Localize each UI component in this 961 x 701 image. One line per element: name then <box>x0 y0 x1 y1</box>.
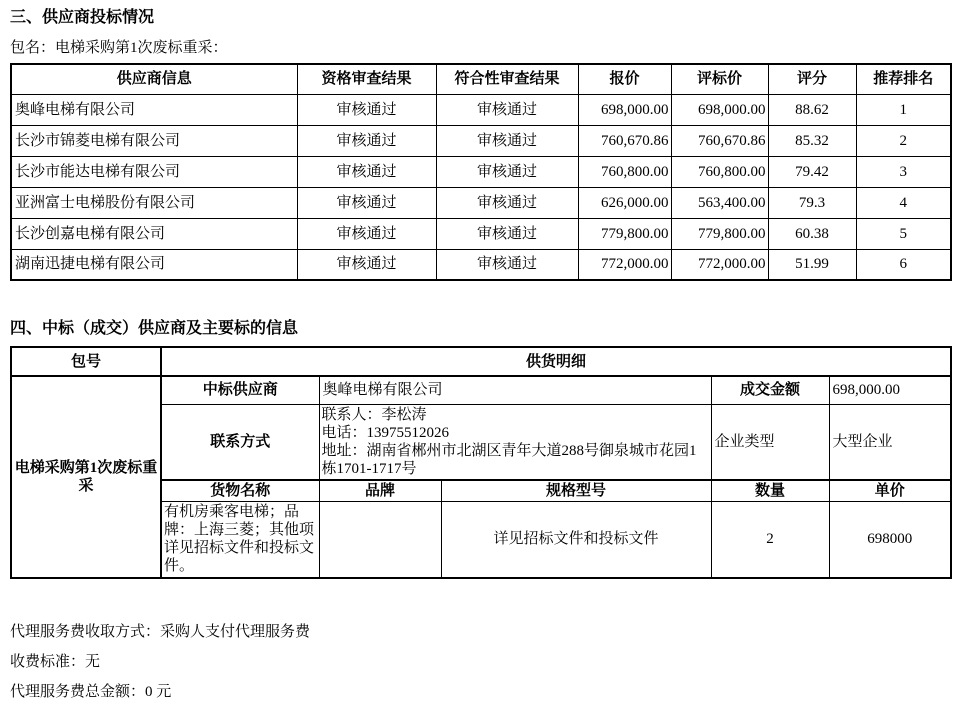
conformity-result-cell: 审核通过 <box>436 187 578 218</box>
qualification-result-cell: 审核通过 <box>297 249 436 280</box>
agency-fee-method-line: 代理服务费收取方式：采购人支付代理服务费 <box>10 624 311 640</box>
eval-price-cell: 563,400.00 <box>671 187 768 218</box>
score-cell: 51.99 <box>768 249 856 280</box>
column-header-conformity: 符合性审查结果 <box>436 64 578 94</box>
score-cell: 88.62 <box>768 94 856 125</box>
column-header-rank: 推荐排名 <box>856 64 951 94</box>
table-row <box>11 156 951 187</box>
section4-title: 四、中标（成交）供应商及主要标的信息 <box>10 320 299 337</box>
bid-results-table <box>10 63 952 281</box>
column-header-price: 报价 <box>578 64 671 94</box>
eval-price-cell: 772,000.00 <box>671 249 768 280</box>
price-cell: 779,800.00 <box>578 218 671 249</box>
fee-standard-line: 收费标准：无 <box>10 654 101 670</box>
price-cell: 772,000.00 <box>578 249 671 280</box>
amount-value-cell: 698,000.00 <box>829 376 951 404</box>
quantity-cell: 2 <box>711 501 829 578</box>
brand-cell <box>319 501 441 578</box>
score-cell: 60.38 <box>768 218 856 249</box>
conformity-result-cell: 审核通过 <box>436 156 578 187</box>
conformity-result-cell: 审核通过 <box>436 94 578 125</box>
brand-header: 品牌 <box>319 480 441 501</box>
qualification-result-cell: 审核通过 <box>297 218 436 249</box>
price-cell: 760,800.00 <box>578 156 671 187</box>
table-row <box>11 94 951 125</box>
quantity-header: 数量 <box>711 480 829 501</box>
package-no-header: 包号 <box>11 347 161 376</box>
supplier-name-cell: 奥峰电梯有限公司 <box>11 94 297 125</box>
goods-name-header: 货物名称 <box>161 480 319 501</box>
supply-detail-header: 供货明细 <box>161 347 951 376</box>
price-cell: 626,000.00 <box>578 187 671 218</box>
qualification-result-cell: 审核通过 <box>297 94 436 125</box>
contact-label-cell: 联系方式 <box>161 404 319 480</box>
footer-notes <box>10 623 951 701</box>
rank-cell: 3 <box>856 156 951 187</box>
contact-info-cell <box>319 404 711 480</box>
enterprise-type-label-cell: 企业类型 <box>711 404 829 480</box>
conformity-result-cell: 审核通过 <box>436 249 578 280</box>
rank-cell: 4 <box>856 187 951 218</box>
section3-title: 三、供应商投标情况 <box>10 9 155 26</box>
eval-price-cell: 760,800.00 <box>671 156 768 187</box>
score-cell: 79.3 <box>768 187 856 218</box>
rank-cell: 2 <box>856 125 951 156</box>
supplier-name-cell: 亚洲富士电梯股份有限公司 <box>11 187 297 218</box>
winner-label-cell: 中标供应商 <box>161 376 319 404</box>
supplier-name-cell: 长沙创嘉电梯有限公司 <box>11 218 297 249</box>
table-row <box>11 218 951 249</box>
qualification-result-cell: 审核通过 <box>297 125 436 156</box>
rank-cell: 5 <box>856 218 951 249</box>
package-name-line: 包名：电梯采购第1次废标重采： <box>10 40 228 56</box>
column-header-qualification: 资格审查结果 <box>297 64 436 94</box>
agency-fee-total-line: 代理服务费总金额：0 元 <box>10 684 172 700</box>
eval-price-cell: 779,800.00 <box>671 218 768 249</box>
package-name-cell: 电梯采购第1次废标重采 <box>11 376 161 578</box>
unit-price-header: 单价 <box>829 480 951 501</box>
spec-header: 规格型号 <box>441 480 711 501</box>
unit-price-cell: 698000 <box>829 501 951 578</box>
score-cell: 79.42 <box>768 156 856 187</box>
award-header-row <box>11 347 951 376</box>
eval-price-cell: 760,670.86 <box>671 125 768 156</box>
contact-person-line: 联系人：李松涛 <box>321 406 427 423</box>
supplier-name-cell: 湖南迅捷电梯有限公司 <box>11 249 297 280</box>
contact-address-line: 地址：湖南省郴州市北湖区青年大道288号御泉城市花园1栋1701-1717号 <box>321 442 697 477</box>
qualification-result-cell: 审核通过 <box>297 156 436 187</box>
award-info-table <box>10 346 952 579</box>
price-cell: 698,000.00 <box>578 94 671 125</box>
conformity-result-cell: 审核通过 <box>436 125 578 156</box>
qualification-result-cell: 审核通过 <box>297 187 436 218</box>
bid-header-row <box>11 64 951 94</box>
column-header-eval-price: 评标价 <box>671 64 768 94</box>
winner-row <box>11 376 951 404</box>
rank-cell: 6 <box>856 249 951 280</box>
table-row <box>11 187 951 218</box>
price-cell: 760,670.86 <box>578 125 671 156</box>
rank-cell: 1 <box>856 94 951 125</box>
supplier-name-cell: 长沙市能达电梯有限公司 <box>11 156 297 187</box>
column-header-score: 评分 <box>768 64 856 94</box>
winner-name-cell: 奥峰电梯有限公司 <box>319 376 711 404</box>
table-row <box>11 249 951 280</box>
enterprise-type-value-cell: 大型企业 <box>829 404 951 480</box>
eval-price-cell: 698,000.00 <box>671 94 768 125</box>
column-header-supplier: 供应商信息 <box>11 64 297 94</box>
amount-label-cell: 成交金额 <box>711 376 829 404</box>
goods-name-cell: 有机房乘客电梯；品牌：上海三菱；其他项详见招标文件和投标文件。 <box>161 501 319 578</box>
table-row <box>11 125 951 156</box>
score-cell: 85.32 <box>768 125 856 156</box>
conformity-result-cell: 审核通过 <box>436 218 578 249</box>
supplier-name-cell: 长沙市锦菱电梯有限公司 <box>11 125 297 156</box>
contact-phone-line: 电话：13975512026 <box>321 424 450 441</box>
spec-cell: 详见招标文件和投标文件 <box>441 501 711 578</box>
